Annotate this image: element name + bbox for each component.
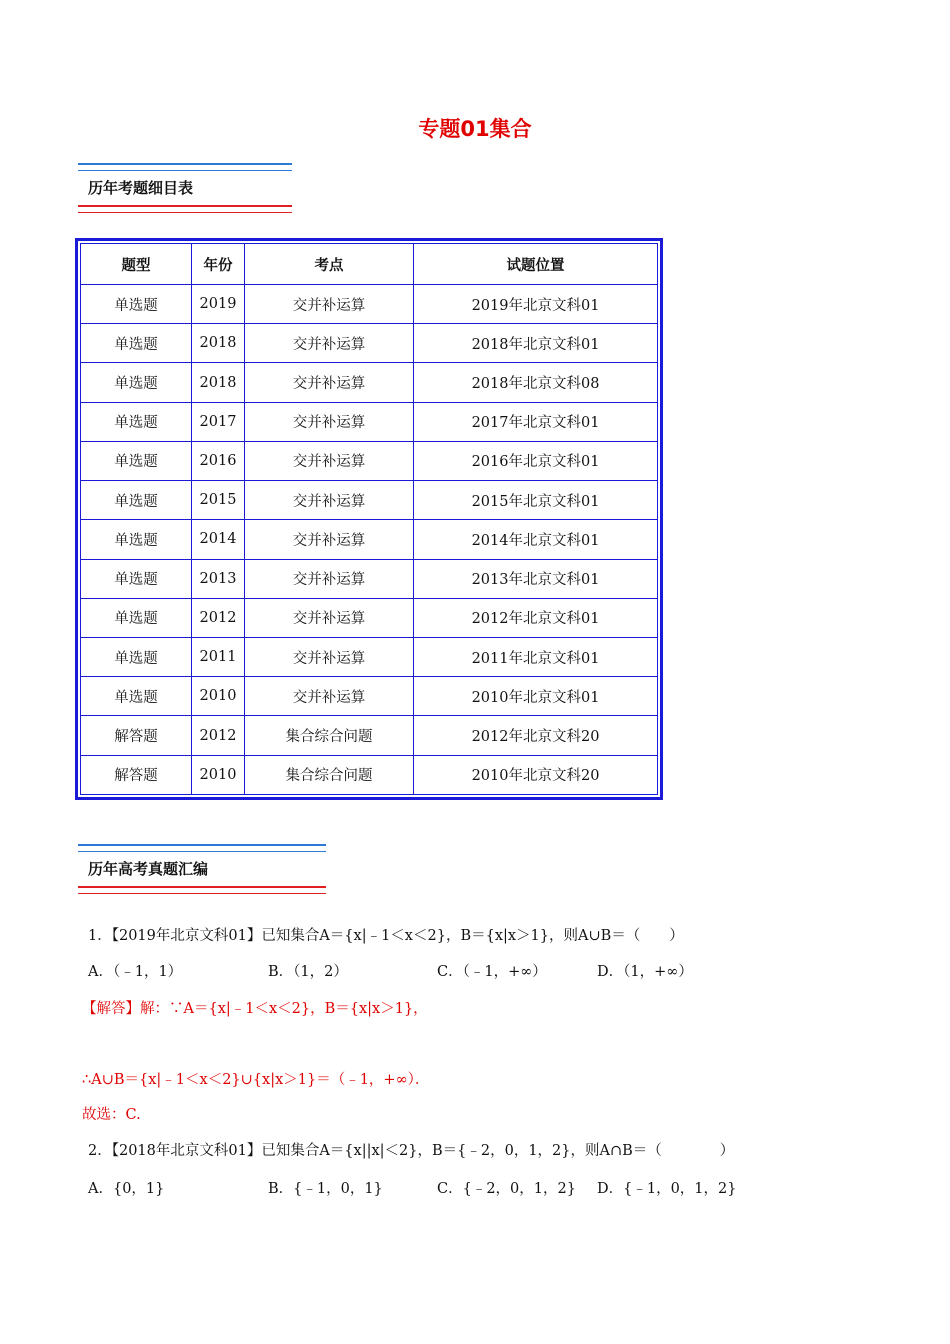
q2-option-a: A．{0，1}: [88, 1181, 165, 1197]
table-row: [81, 637, 658, 676]
cell-type: 单选题: [81, 598, 192, 637]
cell-year: 2016: [192, 441, 245, 480]
table-row: [81, 481, 658, 520]
page-title: 专题01集合: [418, 117, 532, 141]
section-bar-blue: [78, 163, 292, 171]
table-row: [81, 402, 658, 441]
table-row: [81, 363, 658, 402]
cell-year: 2018: [192, 324, 245, 363]
header-topic: 考点: [245, 244, 414, 285]
cell-topic: 集合综合问题: [245, 716, 414, 755]
cell-type: 单选题: [81, 520, 192, 559]
cell-topic: 交并补运算: [245, 402, 414, 441]
cell-type: 单选题: [81, 285, 192, 324]
question-2-stem: 2．【2018年北京文科01】已知集合A＝{x||x|＜2}，B＝{﹣2，0，1，2}，则A∩B＝（ ）: [88, 1143, 735, 1159]
q1-option-c: C．（﹣1，+∞）: [437, 964, 547, 980]
cell-type: 解答题: [81, 755, 192, 794]
section-header-questions: [78, 844, 326, 894]
q2-option-c: C．{﹣2，0，1，2}: [437, 1181, 576, 1197]
cell-topic: 交并补运算: [245, 598, 414, 637]
section-label: 历年考题细目表: [88, 179, 194, 197]
table-row: [81, 755, 658, 794]
cell-position: 2010年北京文科01: [414, 677, 658, 716]
cell-year: 2013: [192, 559, 245, 598]
cell-topic: 交并补运算: [245, 481, 414, 520]
cell-type: 单选题: [81, 441, 192, 480]
section-bar-blue: [78, 844, 326, 852]
cell-position: 2015年北京文科01: [414, 481, 658, 520]
cell-position: 2016年北京文科01: [414, 441, 658, 480]
q1-option-b: B．（1，2）: [268, 964, 348, 980]
cell-position: 2017年北京文科01: [414, 402, 658, 441]
cell-year: 2015: [192, 481, 245, 520]
q1-answer-line-3: 故选：C.: [82, 1107, 141, 1123]
cell-topic: 交并补运算: [245, 285, 414, 324]
cell-position: 2018年北京文科08: [414, 363, 658, 402]
cell-topic: 交并补运算: [245, 441, 414, 480]
cell-type: 单选题: [81, 677, 192, 716]
table-row: [81, 559, 658, 598]
cell-position: 2013年北京文科01: [414, 559, 658, 598]
cell-type: 单选题: [81, 324, 192, 363]
cell-position: 2011年北京文科01: [414, 637, 658, 676]
table-row: [81, 520, 658, 559]
cell-year: 2010: [192, 755, 245, 794]
question-1-stem: 1．【2019年北京文科01】已知集合A＝{x|﹣1＜x＜2}，B＝{x|x＞1}，则A∪B＝（ ）: [88, 928, 684, 944]
cell-year: 2012: [192, 598, 245, 637]
cell-position: 2012年北京文科20: [414, 716, 658, 755]
cell-topic: 交并补运算: [245, 677, 414, 716]
table-header-row: [81, 244, 658, 285]
cell-topic: 交并补运算: [245, 324, 414, 363]
cell-topic: 交并补运算: [245, 520, 414, 559]
section-label: 历年高考真题汇编: [88, 860, 209, 878]
section-bar-red: [78, 205, 292, 213]
cell-position: 2014年北京文科01: [414, 520, 658, 559]
q1-answer-line-1: 【解答】解：∵A＝{x|﹣1＜x＜2}，B＝{x|x＞1}，: [82, 1001, 428, 1017]
exam-table: [75, 238, 663, 800]
cell-year: 2010: [192, 677, 245, 716]
q1-option-d: D．（1，+∞）: [597, 964, 693, 980]
cell-position: 2018年北京文科01: [414, 324, 658, 363]
cell-type: 解答题: [81, 716, 192, 755]
cell-year: 2019: [192, 285, 245, 324]
cell-type: 单选题: [81, 481, 192, 520]
cell-position: 2019年北京文科01: [414, 285, 658, 324]
cell-type: 单选题: [81, 637, 192, 676]
cell-topic: 集合综合问题: [245, 755, 414, 794]
section-bar-red: [78, 886, 326, 894]
table-row: [81, 598, 658, 637]
cell-year: 2017: [192, 402, 245, 441]
table-row: [81, 716, 658, 755]
cell-year: 2014: [192, 520, 245, 559]
header-year: 年份: [192, 244, 245, 285]
table-row: [81, 677, 658, 716]
cell-year: 2018: [192, 363, 245, 402]
header-type: 题型: [81, 244, 192, 285]
table-row: [81, 441, 658, 480]
section-header-table: [78, 163, 292, 213]
cell-position: 2010年北京文科20: [414, 755, 658, 794]
cell-position: 2012年北京文科01: [414, 598, 658, 637]
cell-year: 2012: [192, 716, 245, 755]
q1-answer-line-2: ∴A∪B＝{x|﹣1＜x＜2}∪{x|x＞1}＝（﹣1，+∞）．: [82, 1072, 430, 1088]
header-position: 试题位置: [414, 244, 658, 285]
cell-topic: 交并补运算: [245, 559, 414, 598]
cell-topic: 交并补运算: [245, 637, 414, 676]
cell-type: 单选题: [81, 559, 192, 598]
table-row: [81, 324, 658, 363]
cell-type: 单选题: [81, 363, 192, 402]
cell-year: 2011: [192, 637, 245, 676]
q1-option-a: A．（﹣1，1）: [88, 964, 183, 980]
cell-topic: 交并补运算: [245, 363, 414, 402]
cell-type: 单选题: [81, 402, 192, 441]
table-row: [81, 285, 658, 324]
q2-option-b: B．{﹣1，0，1}: [268, 1181, 383, 1197]
q2-option-d: D．{﹣1，0，1，2}: [597, 1181, 737, 1197]
